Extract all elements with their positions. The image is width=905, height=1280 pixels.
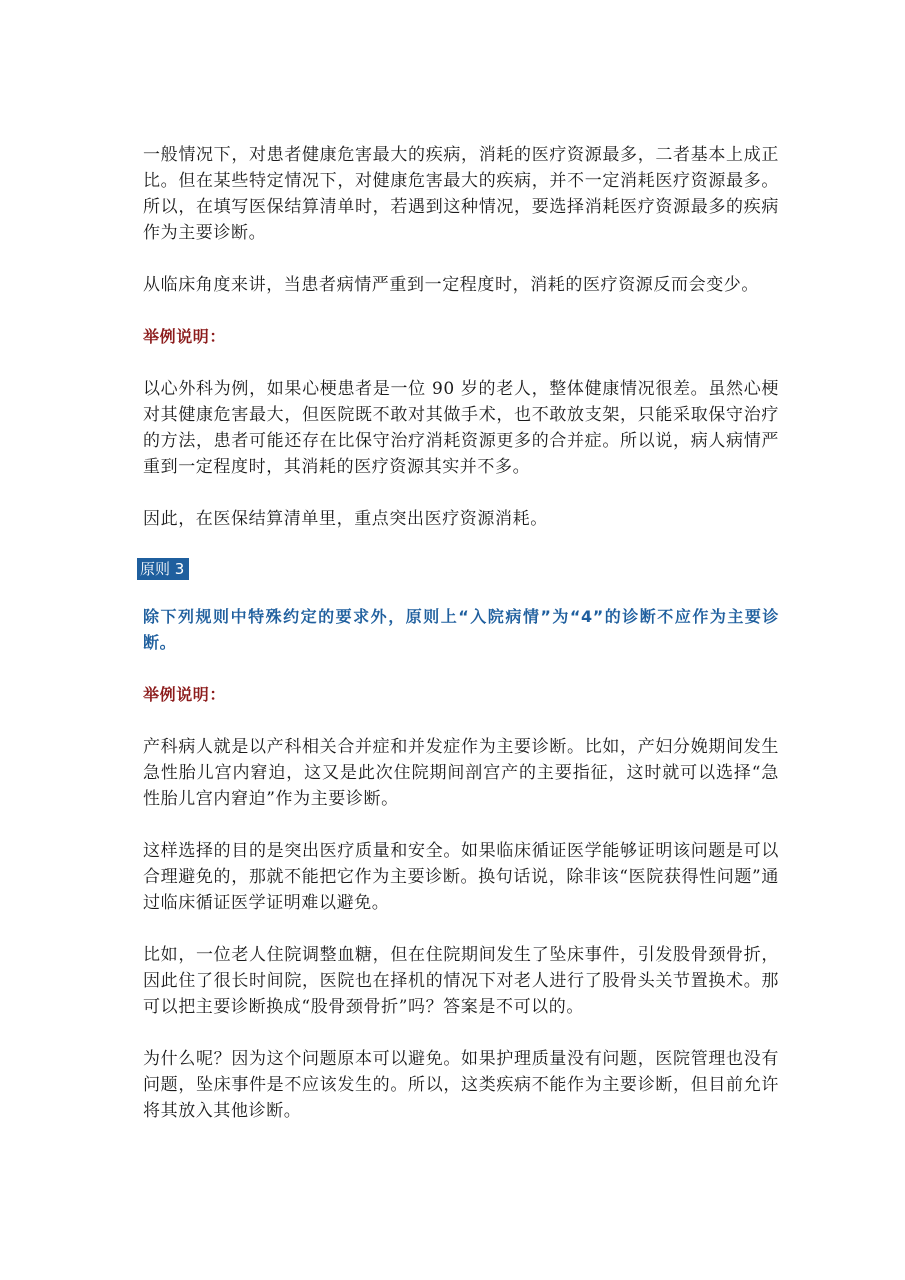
section-heading: 原则 3 [137,558,189,580]
example-2-paragraph-3: 比如，一位老人住院调整血糖，但在住院期间发生了坠床事件，引发股骨颈骨折，因此住了很长时间院，医院也在择机的情况下对老人进行了股骨头关节置换术。那可以把主要诊断换成“股骨颈骨折”吗？答案是不可以的。 [143,945,779,1017]
rule-statement: 除下列规则中特殊约定的要求外，原则上“入院病情”为“4”的诊断不应作为主要诊断。 [143,607,779,652]
example-2-paragraph-2: 这样选择的目的是突出医疗质量和安全。如果临床循证医学能够证明该问题是可以合理避免的，那就不能把它作为主要诊断。换句话说，除非该“医院获得性问题”通过临床循证医学证明难以避免。 [143,841,779,913]
example-2-paragraph-1: 产科病人就是以产科相关合并症和并发症作为主要诊断。比如，产妇分娩期间发生急性胎儿宫内窘迫，这又是此次住院期间剖宫产的主要指征，这时就可以选择“急性胎儿宫内窘迫”作为主要诊断。 [143,737,779,809]
document-page [140,142,779,1150]
example-1-paragraph-1: 以心外科为例，如果心梗患者是一位 90 岁的老人，整体健康情况很差。虽然心梗对其健康危害最大，但医院既不敢对其做手术，也不敢放支架，只能采取保守治疗的方法，患者可能还存在比保守治疗消耗资源更多的合并症。所以说，病人病情严重到一定程度时，其消耗的医疗资源其实并不多。 [143,379,779,477]
example-1-paragraph-2: 因此，在医保结算清单里，重点突出医疗资源消耗。 [143,509,548,529]
intro-paragraph-2: 从临床角度来讲，当患者病情严重到一定程度时，消耗的医疗资源反而会变少。 [143,275,759,295]
example-label: 举例说明： [143,327,227,346]
example-label: 举例说明： [143,685,227,704]
example-2-paragraph-4: 为什么呢？因为这个问题原本可以避免。如果护理质量没有问题，医院管理也没有问题，坠床事件是不应该发生的。所以，这类疾病不能作为主要诊断，但目前允许将其放入其他诊断。 [143,1049,779,1121]
intro-paragraph-1: 一般情况下，对患者健康危害最大的疾病，消耗的医疗资源最多，二者基本上成正比。但在某些特定情况下，对健康危害最大的疾病，并不一定消耗医疗资源最多。所以，在填写医保结算清单时，若遇到这种情况，要选择消耗医疗资源最多的疾病作为主要诊断。 [143,145,779,243]
